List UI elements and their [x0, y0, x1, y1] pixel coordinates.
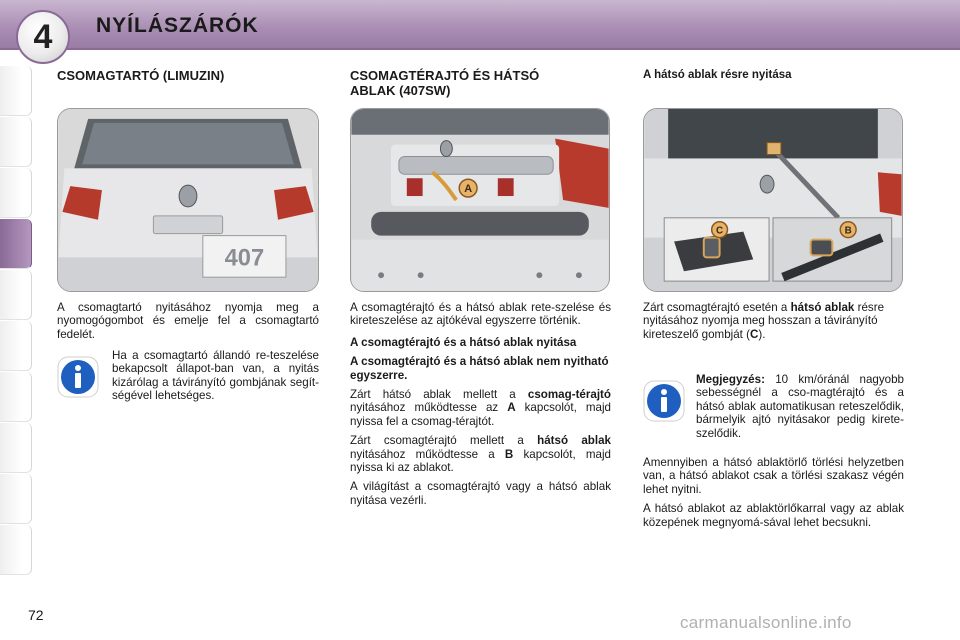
section-heading-window-ajar: A hátsó ablak résre nyitása	[643, 69, 792, 81]
lighting-control-paragraph: A világítást a csomagtérajtó vagy a hátsó ablak nyitása vezérli.	[350, 480, 611, 507]
photo-label-a: A	[464, 183, 473, 196]
side-tab-7[interactable]	[0, 372, 32, 422]
window-ajar-paragraph: Zárt csomagtérajtó esetén a hátsó ablak résre nyitásához nyomja meg hosszan a távirányító kireteszelő gombját (C).	[643, 301, 885, 341]
side-tab-10[interactable]	[0, 525, 32, 575]
photo-estate-tailgate	[350, 108, 610, 292]
side-tab-3[interactable]	[0, 168, 32, 218]
wiper-position-paragraph: Amennyiben a hátsó ablaktörlő törlési helyzetben van, a hátsó ablakot csak a törlési szakasz végén lehet nyitni.	[643, 456, 904, 496]
chapter-number-badge: 4	[16, 10, 70, 64]
watermark: carmanualsonline.info	[680, 613, 852, 632]
photo-sedan-trunk	[57, 108, 319, 292]
photo-rear-window-remote	[643, 108, 903, 292]
tailgate-not-simultaneous-subheading: A csomagtérajtó és a hátsó ablak nem nyitható egyszerre.	[350, 355, 609, 382]
section-heading-line-1: CSOMAGTÉRAJTÓ ÉS HÁTSÓ	[350, 68, 540, 83]
section-heading-trunk-limousine: CSOMAGTARTÓ (LIMUZIN)	[57, 68, 225, 83]
tailgate-intro-text: A csomagtérajtó és a hátsó ablak rete-szelése és kireteszelése az ajtókéval egyszerre történik.	[350, 301, 611, 328]
sedan-rear-illustration	[58, 109, 318, 291]
trunk-open-instructions	[57, 301, 319, 347]
window-ajar-instructions	[643, 301, 904, 347]
note-title: Megjegyzés:	[696, 373, 765, 386]
page-number: 72	[28, 607, 44, 623]
model-badge-label: 407	[224, 245, 265, 272]
tailgate-instructions	[350, 301, 611, 513]
rear-window-open-paragraph: Zárt csomagtérajtó mellett a hátsó ablak nyitásához működtesse a B kapcsolót, majd nyissa ki az ablakot.	[350, 434, 611, 475]
side-tab-1[interactable]	[0, 66, 32, 116]
info-icon	[643, 380, 685, 422]
wiper-notes	[643, 456, 904, 535]
side-tab-6[interactable]	[0, 321, 32, 371]
rear-window-remote-illustration	[644, 109, 902, 291]
speed-lock-note-head	[696, 373, 904, 446]
chapter-title: NYÍLÁSZÁRÓK	[96, 14, 259, 37]
tailgate-open-paragraph: Zárt hátsó ablak mellett a csomag-térajtó nyitásához működtesse az A kapcsolót, majd nyissa fel a csomag-térajtót.	[350, 388, 611, 428]
tailgate-open-subheading: A csomagtérajtó és a hátsó ablak nyitása	[350, 335, 577, 349]
section-heading-tailgate-window	[350, 68, 539, 98]
header-divider	[0, 48, 960, 50]
trunk-deadlock-note-text: Ha a csomagtartó állandó re-teszelése bekapcsolt állapot-ban van, a nyitás kizárólag a távirányító gombjának segít-ségével lehetséges.	[112, 349, 319, 403]
side-tab-8[interactable]	[0, 423, 32, 473]
side-tab-5[interactable]	[0, 270, 32, 320]
side-tab-2[interactable]	[0, 117, 32, 167]
window-close-paragraph: A hátsó ablakot az ablaktörlőkarral vagy az ablak közepének megnyomá-sával lehet becsukni.	[643, 502, 904, 529]
estate-rear-illustration	[351, 109, 609, 291]
chapter-side-tabs	[0, 66, 32, 576]
speed-lock-note-paragraph: Megjegyzés: 10 km/óránál nagyobb sebességnél a cso-magtérajtó és a hátsó ablak automatikusan reteszelődik, bármelyik ajtó nyitásakor pedig kirete-szelődik.	[696, 373, 904, 440]
side-tab-4-active[interactable]	[0, 219, 32, 269]
trunk-open-text: A csomagtartó nyitásához nyomja meg a nyomogógombot és emelje fel a csomagtartó fedelét.	[57, 301, 319, 341]
photo-label-b: B	[844, 225, 852, 237]
side-tab-9[interactable]	[0, 474, 32, 524]
trunk-deadlock-note	[112, 349, 319, 409]
info-icon	[57, 356, 99, 398]
photo-label-c: C	[716, 225, 724, 237]
section-heading-line-2: ABLAK (407SW)	[350, 83, 451, 98]
